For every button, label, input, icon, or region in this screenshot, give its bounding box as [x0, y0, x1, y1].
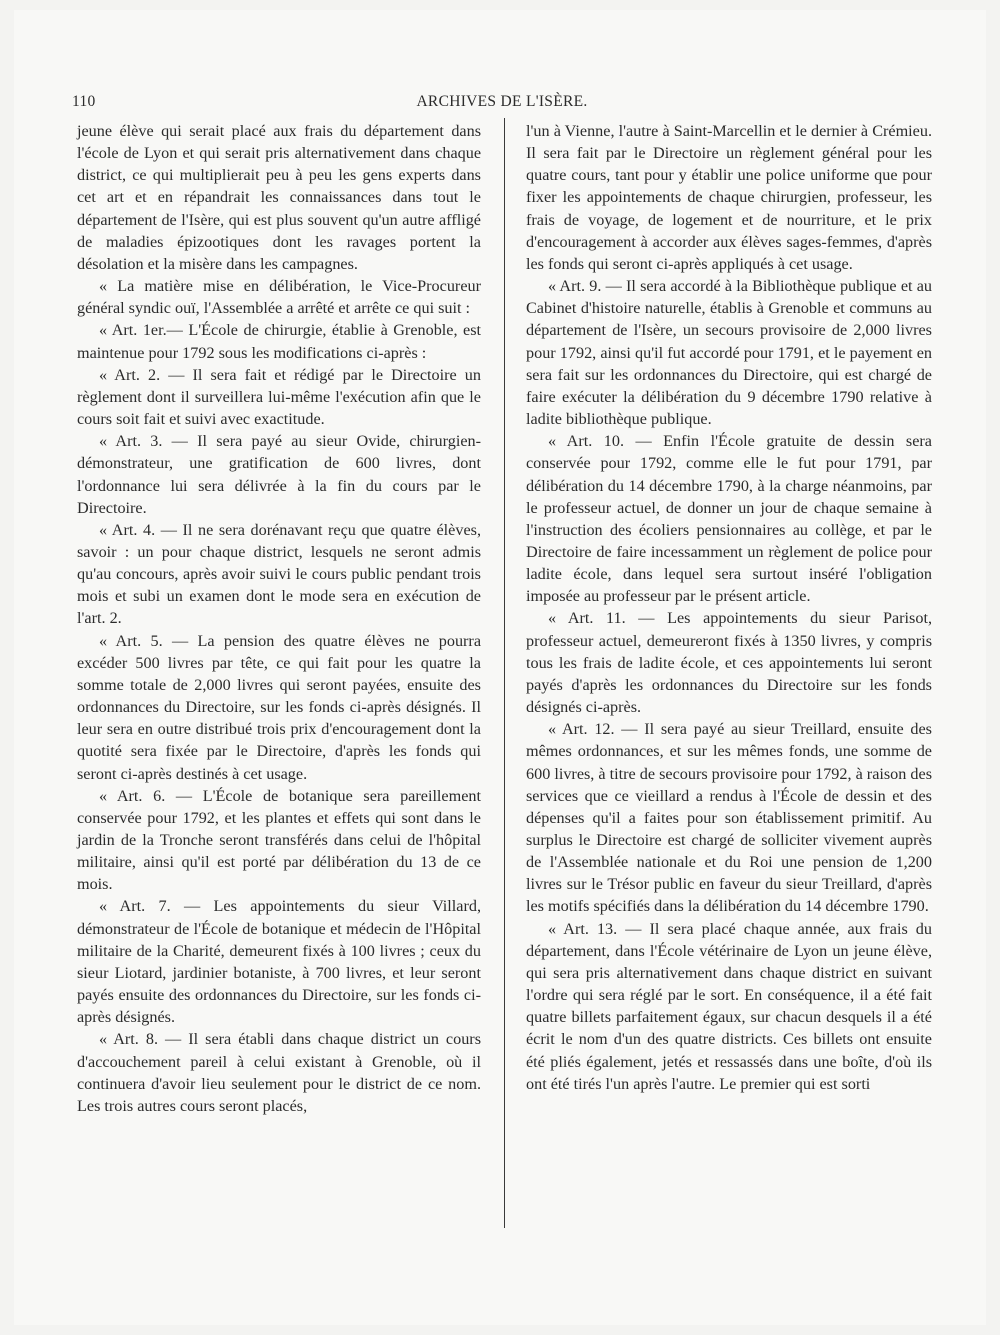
paragraph: « Art. 7. — Les appointements du sieur Villard, démonstrateur de l'École de botanique et médecin de l'Hôpital militaire de la Charité, demeurent fixés à 100 livres ; ceux du sieur Liotard, jardinier botaniste, à 700 livres, et leur seront payés ensuite des ordonnances du Directoire, sur les fonds ci-après désignés.: [77, 897, 481, 1027]
paragraph: « Art. 9. — Il sera accordé à la Bibliothèque publique et au Cabinet d'histoire naturelle, établis à Grenoble et communs au département de l'Isère, un secours provisoire de 2,000 livres pour 1792, ainsi qu'il fut accordé pour 1791, et le payement en sera fait sur les ordonnances du Directoire, qui est chargé de faire exécuter la délibération du 9 décembre 1790 relative à ladite bibliothèque publique.: [526, 277, 932, 429]
running-title: ARCHIVES DE L'ISÈRE.: [416, 93, 588, 110]
paragraph: « Art. 12. — Il sera payé au sieur Treillard, ensuite des mêmes ordonnances, et sur les mêmes fonds, une somme de 600 livres, à titre de secours provisoire pour 1792, à raison des services que ce vieillard a rendus à l'École de dessin et des dépenses qu'il a faites pour son établissement primitif. Au surplus le Directoire est chargé de solliciter vivement auprès de l'Assemblée nationale et du Roi une pension de 1,200 livres sur le Trésor public en faveur du sieur Treillard, d'après les motifs spécifiés dans la délibération du 14 décembre 1790.: [526, 720, 932, 916]
paragraph: « Art. 6. — L'École de botanique sera pareillement conservée pour 1792, et les plantes et effets qui sont dans le jardin de la Tronche seront transférés dans celui de l'hôpital militaire, ainsi qu'il est porté par délibération du 13 de ce mois.: [77, 786, 481, 894]
paragraph: « Art. 1er.— L'École de chirurgie, établie à Grenoble, est maintenue pour 1792 sous les modifications ci-après :: [77, 321, 481, 362]
paragraph: « Art. 5. — La pension des quatre élèves ne pourra excéder 500 livres par tête, ce qui fait pour les quatre la somme totale de 2,000 livres qui seront payées, ensuite des ordonnances du Directoire, sur les fonds ci-après désignés. Il leur sera en outre distribué trois prix d'encouragement dont la quotité sera fixée par le Directoire, d'après les fonds qui seront ci-après destinés à cet usage.: [77, 631, 481, 783]
paragraph: « Art. 10. — Enfin l'École gratuite de dessin sera conservée pour 1792, comme elle le fut pour 1791, par délibération du 14 décembre 1790, à la charge néanmoins, par le professeur actuel, de donner un jour de chaque semaine à l'instruction des écoliers pensionnaires au collège, et par le Directoire de faire incessamment un règlement de police pour ladite école, dans lequel sera surtout inséré l'obligation imposée au professeur par le présent article.: [526, 432, 932, 606]
paragraph: « Art. 8. — Il sera établi dans chaque district un cours d'accouchement pareil à celui existant à Grenoble, où il continuera d'avoir lieu seulement pour le district de ce nom. Les trois autres cours seront placés,: [77, 1030, 481, 1115]
page-number: 110: [72, 93, 96, 110]
left-column: [77, 120, 481, 1117]
paragraph: « Art. 2. — Il sera fait et rédigé par le Directoire un règlement dont il surveillera lui-même l'exécution afin que le cours soit fait et suivi avec exactitude.: [77, 365, 481, 429]
column-divider: [504, 118, 505, 1228]
paragraph: « Art. 4. — Il ne sera dorénavant reçu que quatre élèves, savoir : un pour chaque district, lesquels ne seront admis qu'au concours, après avoir suivi le cours public pendant trois mois et subi un examen dont le mode sera en exécution de l'art. 2.: [77, 520, 481, 628]
paragraph: « Art. 11. — Les appointements du sieur Parisot, professeur actuel, demeureront fixés à 1350 livres, y compris tous les frais de ladite école, et ces appointements lui seront payés d'après les ordonnances du Directoire sur les fonds désignés ci-après.: [526, 609, 932, 717]
right-column: [526, 120, 932, 1095]
paragraph: « Art. 13. — Il sera placé chaque année, aux frais du département, dans l'École vétérinaire de Lyon un jeune élève, qui sera pris alternativement dans chaque district en suivant l'ordre qui sera réglé par le sort. En conséquence, il a été fait quatre billets parfaitement égaux, sur chacun desquels il a été écrit le nom d'un des quatre districts. Ces billets ont ensuite été pliés également, jetés et ressassés dans une boîte, d'où ils ont été tirés l'un après l'autre. Le premier qui est sorti: [526, 919, 932, 1093]
paragraph: « Art. 3. — Il sera payé au sieur Ovide, chirurgien-démonstrateur, une gratification de 600 livres, dont l'ordonnance lui sera délivrée à la fin du cours par le Directoire.: [77, 432, 481, 517]
paragraph: l'un à Vienne, l'autre à Saint-Marcellin et le dernier à Crémieu. Il sera fait par le Directoire un règlement général pour les quatre cours, tant pour y établir une police uniforme que pour fixer les appointements de chaque chirurgien, professeur, les frais de voyage, de logement et de nourriture, et le prix d'encouragement à accorder aux élèves sages-femmes, d'après les fonds qui seront ci-après appliqués à cet usage.: [526, 122, 932, 273]
paragraph: jeune élève qui serait placé aux frais du département dans l'école de Lyon et qui serait pris alternativement dans chaque district, ce qui multiplierait peu à peu les gens experts dans cet art et en répandrait les connaissances dans tout le département de l'Isère, qui est plus souvent qu'un autre affligé de maladies épizootiques dont les ravages portent la désolation et la misère dans les campagnes.: [77, 122, 481, 273]
paragraph: « La matière mise en délibération, le Vice-Procureur général syndic ouï, l'Assemblée a arrêté et arrête ce qui suit :: [77, 277, 481, 318]
page-header: [72, 93, 932, 117]
